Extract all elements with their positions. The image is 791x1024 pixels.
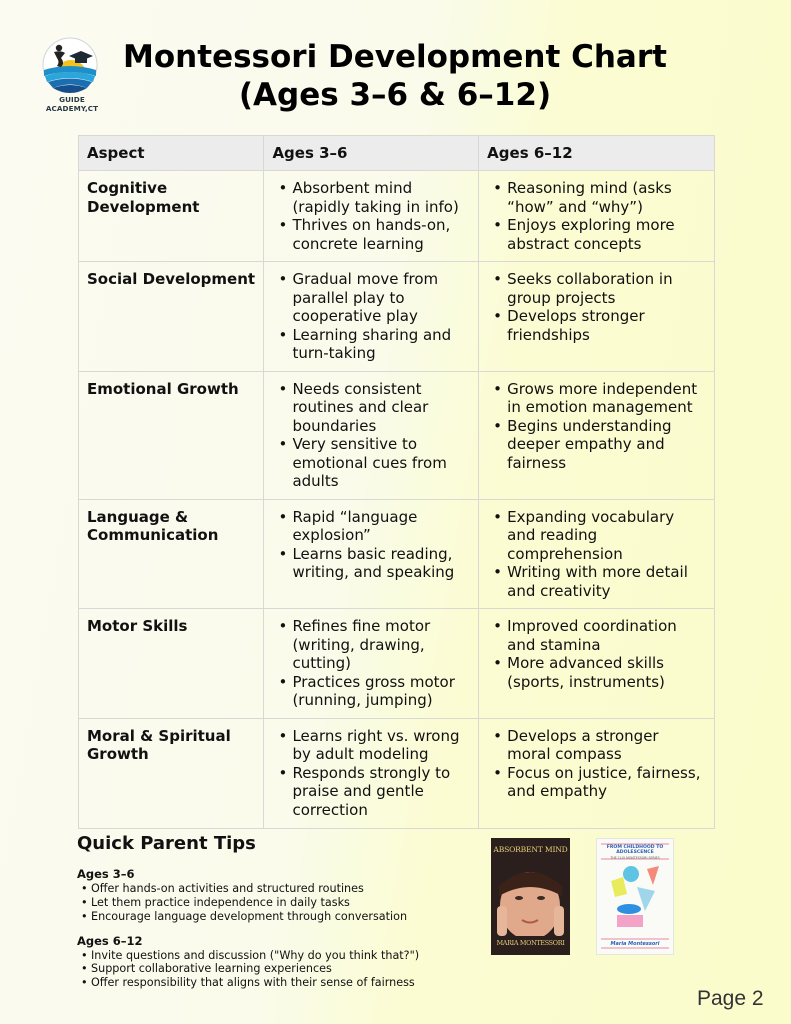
aspect-cell: Emotional Growth: [79, 371, 264, 499]
ages-3-6-cell: [264, 262, 479, 372]
aspect-cell: Moral & Spiritual Growth: [79, 718, 264, 828]
list-item: • Learns basic reading, writing, and speaking: [292, 545, 470, 582]
list-item: • Rapid “language explosion”: [292, 508, 470, 545]
ages-6-12-cell: [479, 499, 715, 609]
list-item: • Learns right vs. wrong by adult modeling: [292, 727, 470, 764]
book-title: FROM CHILDHOOD TO ADOLESCENCE: [606, 845, 664, 855]
tip-item: • Encourage language development through conversation: [91, 910, 477, 924]
page-title: [100, 38, 690, 114]
list-item: • Develops stronger friendships: [507, 307, 706, 344]
ages-6-12-cell: [479, 262, 715, 372]
list-item: • Expanding vocabulary and reading comprehension: [507, 508, 706, 564]
list-item: • Enjoys exploring more abstract concepts: [507, 216, 706, 253]
table-header-row: [79, 136, 715, 171]
list-item: • Practices gross motor (running, jumping): [292, 673, 470, 710]
tip-item: • Invite questions and discussion ("Why do you think that?"): [91, 949, 477, 963]
book-cover-absorbent-mind: [491, 838, 570, 955]
tip-item: • Offer responsibility that aligns with their sense of fairness: [91, 976, 477, 990]
table-row: [79, 262, 715, 372]
ages-6-12-cell: [479, 171, 715, 262]
title-line-1: Montessori Development Chart: [123, 39, 667, 75]
list-item: • Seeks collaboration in group projects: [507, 270, 706, 307]
book-author: MARIA MONTESSORI: [496, 939, 565, 947]
ages-3-6-cell: [264, 718, 479, 828]
tips-group-ages-3-6: [77, 868, 477, 924]
aspect-cell: Language & Communication: [79, 499, 264, 609]
list-item: • Focus on justice, fairness, and empathy: [507, 764, 706, 801]
list-item: • Thrives on hands-on, concrete learning: [292, 216, 470, 253]
list-item: • Learning sharing and turn-taking: [292, 326, 470, 363]
list-item: • Improved coordination and stamina: [507, 617, 706, 654]
aspect-cell: Motor Skills: [79, 609, 264, 719]
title-line-2: (Ages 3–6 & 6–12): [238, 77, 552, 113]
table-row: [79, 718, 715, 828]
list-item: • Needs consistent routines and clear boundaries: [292, 380, 470, 436]
logo-text: GUIDE ACADEMY,CT: [45, 95, 99, 113]
column-header-aspect: Aspect: [79, 136, 264, 171]
book-cover-image: [491, 838, 570, 955]
book-series: THE CLIO MONTESSORI SERIES: [610, 856, 660, 860]
table-row: [79, 371, 715, 499]
column-header-ages-6-12: Ages 6–12: [479, 136, 715, 171]
book-title: ABSORBENT MIND: [493, 845, 568, 854]
list-item: • Reasoning mind (asks “how” and “why”): [507, 179, 706, 216]
ages-6-12-cell: [479, 609, 715, 719]
tip-item: • Support collaborative learning experiences: [91, 962, 477, 976]
list-item: • Very sensitive to emotional cues from adults: [292, 435, 470, 491]
ages-3-6-cell: [264, 499, 479, 609]
parent-tips: [77, 868, 477, 990]
table-row: [79, 171, 715, 262]
tips-group-ages-6-12: [77, 935, 477, 991]
ages-6-12-cell: [479, 371, 715, 499]
list-item: • More advanced skills (sports, instruments): [507, 654, 706, 691]
list-item: • Refines fine motor (writing, drawing, cutting): [292, 617, 470, 673]
list-item: • Develops a stronger moral compass: [507, 727, 706, 764]
tips-title: Quick Parent Tips: [77, 833, 256, 854]
list-item: • Absorbent mind (rapidly taking in info): [292, 179, 470, 216]
table-row: [79, 609, 715, 719]
list-item: • Gradual move from parallel play to cooperative play: [292, 270, 470, 326]
list-item: • Writing with more detail and creativity: [507, 563, 706, 600]
tips-group-heading: Ages 3–6: [77, 867, 135, 881]
academy-logo: [32, 36, 110, 113]
list-item: • Begins understanding deeper empathy and fairness: [507, 417, 706, 473]
logo-emblem-icon: [41, 36, 99, 94]
ages-3-6-cell: [264, 609, 479, 719]
book-cover-from-childhood-to-adolescence: [596, 838, 674, 955]
aspect-cell: Social Development: [79, 262, 264, 372]
book-author: Maria Montessori: [610, 941, 660, 947]
page-number: Page 2: [697, 987, 764, 1010]
list-item: • Grows more independent in emotion management: [507, 380, 706, 417]
development-table: [78, 135, 715, 829]
tip-item: • Let them practice independence in daily tasks: [91, 896, 477, 910]
ages-3-6-cell: [264, 371, 479, 499]
tip-item: • Offer hands-on activities and structured routines: [91, 882, 477, 896]
table-row: [79, 499, 715, 609]
list-item: • Responds strongly to praise and gentle correction: [292, 764, 470, 820]
tips-group-heading: Ages 6–12: [77, 933, 143, 948]
ages-6-12-cell: [479, 718, 715, 828]
column-header-ages-3-6: Ages 3–6: [264, 136, 479, 171]
aspect-cell: Cognitive Development: [79, 171, 264, 262]
ages-3-6-cell: [264, 171, 479, 262]
